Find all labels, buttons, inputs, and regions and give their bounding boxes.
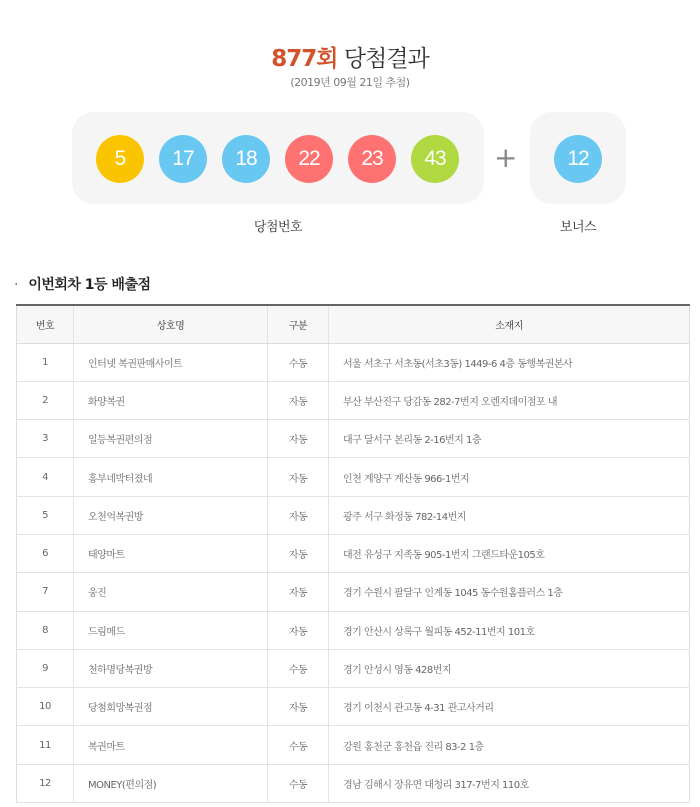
row-number: 10 <box>17 688 74 726</box>
row-number: 3 <box>17 420 74 458</box>
selection-type: 자동 <box>268 534 329 572</box>
title-suffix: 당첨결과 <box>343 46 429 72</box>
header-address: 소재지 <box>329 305 690 343</box>
row-number: 4 <box>17 458 74 496</box>
selection-type: 자동 <box>268 573 329 611</box>
header-type: 구분 <box>268 305 329 343</box>
store-name: 홍부네박터졌네 <box>74 458 268 496</box>
selection-type: 자동 <box>268 381 329 419</box>
bonus-ball: 12 <box>554 135 602 183</box>
table-row <box>17 496 690 534</box>
selection-type: 수동 <box>268 726 329 764</box>
selection-type: 자동 <box>268 420 329 458</box>
winning-ball-5: 23 <box>348 135 396 183</box>
store-address: 대구 달서구 본리동 2-16번지 1층 <box>329 420 690 458</box>
row-number: 1 <box>17 343 74 381</box>
table-row <box>17 534 690 572</box>
table-row <box>17 611 690 649</box>
draw-date: (2019년 09월 21일 추첨) <box>290 76 410 89</box>
section-title-text: 이번회차 1등 배출점 <box>28 277 151 293</box>
store-name: MONEY(편의점) <box>74 764 268 802</box>
store-name: 일등복권편의점 <box>74 420 268 458</box>
winning-ball-2: 17 <box>159 135 207 183</box>
winning-ball-6: 43 <box>411 135 459 183</box>
table-row <box>17 688 690 726</box>
table-row <box>17 764 690 802</box>
bonus-caption: 보너스 <box>559 220 597 235</box>
store-name: 태양마트 <box>74 534 268 572</box>
store-address: 경기 수원시 팔달구 인계동 1045 동수원홈플러스 1층 <box>329 573 690 611</box>
store-name: 화양복권 <box>74 381 268 419</box>
winning-ball-1: 5 <box>96 135 144 183</box>
store-address: 경남 김해시 장유면 대청리 317-7번지 110호 <box>329 764 690 802</box>
row-number: 6 <box>17 534 74 572</box>
winning-numbers-box <box>72 112 484 204</box>
store-address: 광주 서구 화정동 782-14번지 <box>329 496 690 534</box>
selection-type: 자동 <box>268 458 329 496</box>
header-number: 번호 <box>17 305 74 343</box>
bullet-icon: · <box>14 277 18 293</box>
row-number: 5 <box>17 496 74 534</box>
table-row <box>17 420 690 458</box>
store-name: 오천억복권방 <box>74 496 268 534</box>
store-address: 대전 유성구 지족동 905-1번지 그랜드타운105호 <box>329 534 690 572</box>
row-number: 11 <box>17 726 74 764</box>
table-row <box>17 649 690 687</box>
store-name: 인터넷 복권판매사이트 <box>74 343 268 381</box>
round-number: 877회 <box>271 46 338 72</box>
store-address: 경기 안산시 상록구 월피동 452-11번지 101호 <box>329 611 690 649</box>
selection-type: 수동 <box>268 649 329 687</box>
table-row <box>17 343 690 381</box>
winning-ball-3: 18 <box>222 135 270 183</box>
selection-type: 자동 <box>268 496 329 534</box>
row-number: 2 <box>17 381 74 419</box>
plus-icon: + <box>494 141 518 174</box>
store-address: 서울 서초구 서초동(서초3동) 1449-6 4층 동행복권본사 <box>329 343 690 381</box>
winning-ball-4: 22 <box>285 135 333 183</box>
store-name: 당첨희망복권점 <box>74 688 268 726</box>
row-number: 7 <box>17 573 74 611</box>
selection-type: 수동 <box>268 343 329 381</box>
store-address: 경기 이천시 관고동 4-31 관고사거리 <box>329 688 690 726</box>
selection-type: 자동 <box>268 611 329 649</box>
store-address: 경기 안성시 영동 428번지 <box>329 649 690 687</box>
winning-numbers-caption: 당첨번호 <box>253 220 303 235</box>
row-number: 12 <box>17 764 74 802</box>
bonus-number-box <box>530 112 626 204</box>
store-name: 웅진 <box>74 573 268 611</box>
table-row <box>17 458 690 496</box>
store-name: 드림메드 <box>74 611 268 649</box>
store-name: 천하명당복권방 <box>74 649 268 687</box>
table-row <box>17 573 690 611</box>
store-address: 인천 계양구 계산동 966-1번지 <box>329 458 690 496</box>
section-title <box>14 274 151 294</box>
row-number: 9 <box>17 649 74 687</box>
selection-type: 수동 <box>268 764 329 802</box>
row-number: 8 <box>17 611 74 649</box>
store-address: 강원 홍천군 홍천읍 진리 83-2 1층 <box>329 726 690 764</box>
store-address: 부산 부산진구 당감동 282-7번지 오렌지데이점포 내 <box>329 381 690 419</box>
header-store-name: 상호명 <box>74 305 268 343</box>
table-row <box>17 381 690 419</box>
table-header-row <box>17 305 690 343</box>
selection-type: 자동 <box>268 688 329 726</box>
store-name: 복권마트 <box>74 726 268 764</box>
page-title <box>0 40 700 73</box>
winning-stores-table <box>16 304 690 803</box>
table-row <box>17 726 690 764</box>
